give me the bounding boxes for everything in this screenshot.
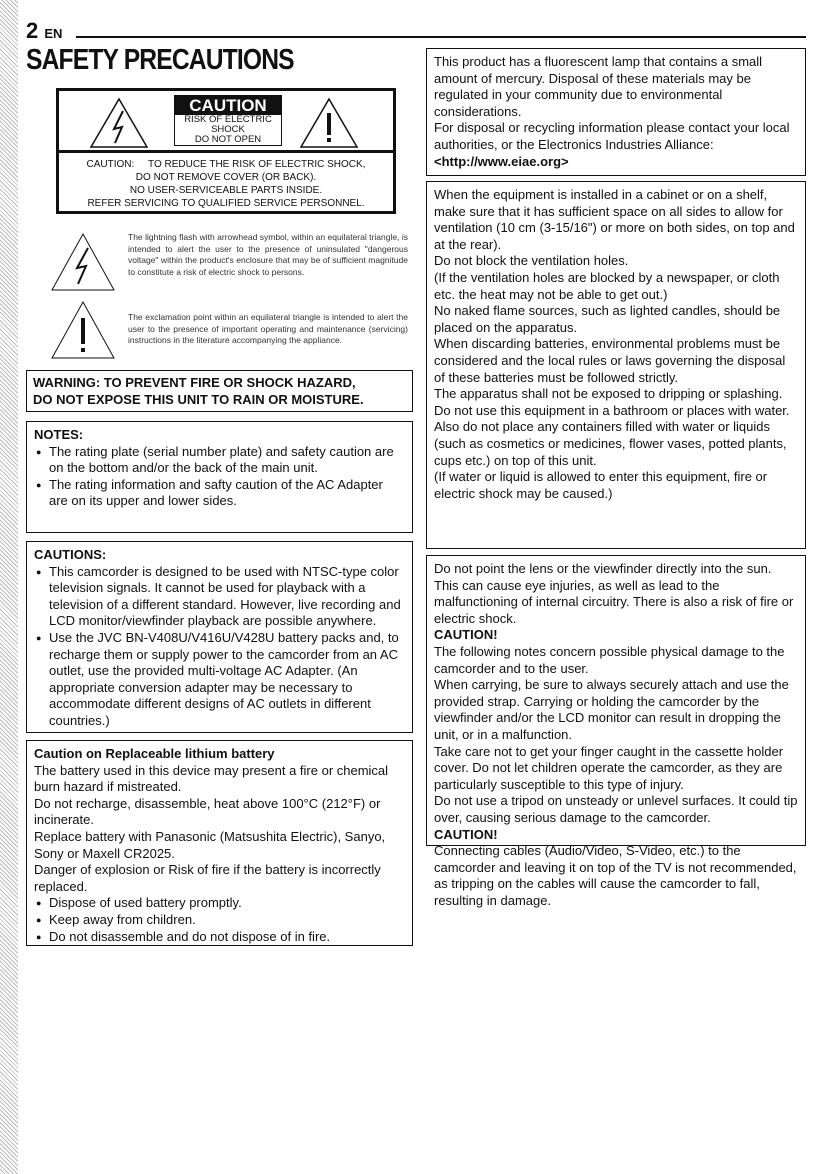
list-item: ● The rating information and safty caution of the AC Adapter are on its upper and lower sides. [34,477,405,510]
paragraph: When discarding batteries, environmental problems must be considered and the local rules or laws governing the disposal of these batteries must be followed strictly. [434,336,786,385]
caution-heading: CAUTION! [434,826,498,842]
header-rule [76,36,806,38]
warning-line2: DO NOT EXPOSE THIS UNIT TO RAIN OR MOISTURE. [33,392,364,407]
paragraph: Also do not place any containers filled with water or liquids (such as cosmetics or medicines, flower vases, potted plants, cups etc.) on top of this unit. [434,419,787,468]
caution-line2: DO NOT OPEN [194,134,262,145]
paragraph: Do not use a tripod on unsteady or unlevel surfaces. It could tip over, causing serious damage to the camcorder. [434,793,798,825]
paragraph: The battery used in this device may present a fire or chemical burn hazard if mistreated. [34,762,389,795]
installation-box [426,181,806,549]
paragraph: For disposal or recycling information please contact your local authorities, or the Electronics Industries Alliance: [434,120,790,152]
paragraph: (If the ventilation holes are blocked by a newspaper, or cloth etc. the heat may not be able to get out.) [434,269,780,302]
paragraph: Connecting cables (Audio/Video, S-Video, etc.) to the camcorder and leaving it on top of the TV is not recommended, as tripping on the cables will cause the camcorder to fall, resulting in damage. [434,843,797,908]
paragraph: Replace battery with Panasonic (Matsushita Electric), Sanyo, Sony or Maxell CR2025. [34,828,386,861]
page-number-value: 2 [26,18,39,43]
exclamation-warning-icon [299,97,359,149]
page-number [26,18,62,44]
paragraph: Do not point the lens or the viewfinder directly into the sun. This can cause eye injuries, as well as lead to the malfunctioning of internal circuitry. There is also a risk of fire or electric shock. [434,561,794,626]
paragraph: The apparatus shall not be exposed to dripping or splashing. [434,386,783,402]
paragraph: When carrying, be sure to always securely attach and use the provided strap. Carrying or holding the camcorder by the viewfinder and/or the LCD monitor can result in dropping the unit, or in a malfunction. [434,677,789,742]
paragraph: Take care not to get your finger caught in the cassette holder cover. Do not let children operate the camcorder, as they are particularly susceptible to this type of injury. [434,743,784,792]
exclamation-description: The exclamation point within an equilateral triangle is intended to alert the user to the presence of important operating and maintenance (servicing) instructions in the literature accompanying the appliance. [128,312,408,345]
lithium-battery-box [26,740,413,946]
warning-line1: WARNING: TO PREVENT FIRE OR SHOCK HAZARD, [33,375,356,390]
caution-label-box [56,88,396,214]
paragraph: Do not recharge, disassemble, heat above 100°C (212°F) or incinerate. [34,795,381,828]
lightning-warning-icon [89,97,149,149]
paragraph: Do not block the ventilation holes. [434,253,629,269]
paragraph: Do not use this equipment in a bathroom or places with water. [434,402,790,418]
mercury-box [426,48,806,176]
list-item: ● Dispose of used battery promptly. [34,895,405,912]
list-item: ● Keep away from children. [34,912,405,929]
caution-text-line: DO NOT REMOVE COVER (OR BACK). [135,172,317,183]
caution-text-line: CAUTION: TO REDUCE THE RISK OF ELECTRIC SHOCK, [86,159,366,170]
language-label: EN [44,26,63,41]
paragraph: This product has a fluorescent lamp that contains a small amount of mercury. Disposal of these materials may be regulated in your community due to environmental considerations. [434,54,763,119]
page-title: SAFETY PRECAUTIONS [26,44,294,76]
paragraph: Danger of explosion or Risk of fire if the battery is incorrectly replaced. [34,862,381,894]
lightning-symbol-explanation [28,232,408,302]
caution-heading: CAUTION! [434,627,498,643]
eiae-link[interactable]: <http://www.eiae.org> [434,153,569,169]
warning-box [26,370,413,412]
paragraph: The following notes concern possible physical damage to the camcorder and to the user. [434,643,785,676]
exclamation-symbol-explanation [28,300,408,370]
lens-caution-box [426,555,806,908]
paragraph: (If water or liquid is allowed to enter this equipment, fire or electric shock may be caused.) [434,469,768,501]
lightning-description: The lightning flash with arrowhead symbol, within an equilateral triangle, is intended to alert the user to the presence of uninsulated "dangerous voltage" within the product's enclosure that may be of sufficient magnitude to constitute a risk of electric shock to persons. [128,232,408,277]
list-item: ● Use the JVC BN-V408U/V416U/V428U battery packs and, to recharge them or supply power to the camcorder from an AC outlet, use the provided multi-voltage AC Adapter. (An appropriate conversion adapter may be necessary to accommodate different designs of AC outlets in different countries.) [34,630,405,730]
cautions-heading: CAUTIONS: [34,547,107,562]
paragraph: No naked flame sources, such as lighted candles, should be placed on the apparatus. [434,303,781,335]
caution-banner [174,95,282,146]
list-item: ● Do not disassemble and do not dispose of in fire. [34,929,405,946]
caution-heading: CAUTION [175,96,281,115]
notes-box [26,421,413,533]
paragraph: When the equipment is installed in a cabinet or on a shelf, make sure that it has sufficient space on all sides to allow for ventilation (10 cm (3-15/16") or more on both sides, on top and at the rear). [434,187,795,252]
notes-heading: NOTES: [34,427,84,442]
caution-line1: RISK OF ELECTRIC SHOCK [184,114,272,135]
lightning-triangle-icon [50,232,116,292]
list-item: ● This camcorder is designed to be used with NTSC-type color television signals. It cannot be used for playback with a television of a different standard. However, live recording and LCD monitor/viewfinder playback are possible anywhere. [34,564,405,630]
exclamation-triangle-icon [50,300,116,360]
page-edge-hatch [0,0,18,1174]
caution-text-line: NO USER-SERVICEABLE PARTS INSIDE. [129,185,323,196]
lithium-heading: Caution on Replaceable lithium battery [34,746,275,761]
cautions-box [26,541,413,733]
caution-text-line: REFER SERVICING TO QUALIFIED SERVICE PERSONNEL. [87,198,365,209]
list-item: ● The rating plate (serial number plate) and safety caution are on the bottom and/or the back of the main unit. [34,444,405,477]
